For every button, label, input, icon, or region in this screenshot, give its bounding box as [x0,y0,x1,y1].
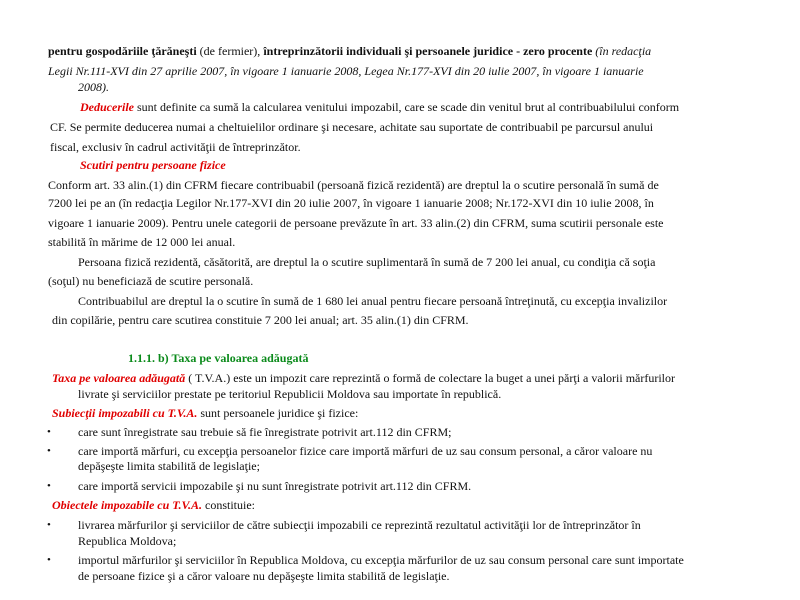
scutiri-p1-line-2: 7200 lei pe an (în redacţia Legilor Nr.177-XVI din 20 iulie 2007, în vigoare 1 ianuarie 2008; Nr.172-XVI din 10 iulie 2008, în [48,196,654,210]
bullet-icon: • [47,554,51,566]
tva-section-heading: 1.1.1. b) Taxa pe valoarea adăugată [128,351,309,365]
tva-def-line-2: livrate şi serviciilor prestate pe teritoriul Republicii Moldova sau importate în republică. [78,387,502,401]
tva-subjects-text: sunt persoanele juridice şi fizice: [197,406,359,420]
intro-text-1: (de fermier), [196,44,264,58]
deduceri-line-3: fiscal, exclusiv în cadrul activităţii de întreprinzător. [50,140,301,154]
scutiri-p1-line-4: stabilită în mărime de 12 000 lei anual. [48,235,236,249]
scutiri-p3-line-1: Contribuabilul are dreptul la o scutire în sumă de 1 680 lei anual pentru fiecare persoană întreţinută, cu excepţia invalizilor [78,294,668,308]
deduceri-term: Deducerile [80,100,134,114]
intro-line-2: Legii Nr.111-XVI din 27 aprilie 2007, în vigoare 1 ianuarie 2008, Legea Nr.177-XVI din 20 iulie 2007, în vigoare 1 ianuarie [48,64,644,78]
deduceri-line-1 [80,100,679,114]
objects-item-2-line-1: importul mărfurilor şi serviciilor în Republica Moldova, cu excepţia mărfurilor de uz sau consum personal care sunt importate [78,553,684,567]
subjects-item-2-line-2: depăşeşte limita stabilită de legislaţie; [78,459,260,473]
tva-subjects-intro [52,406,358,420]
tva-def-text-1: ( T.V.A.) este un impozit care reprezintă o formă de colectare la buget a unei părţi a valorii mărfurilor [185,371,676,385]
objects-item-1-line-1: livrarea mărfurilor şi serviciilor de către subiecţii impozabili ce reprezintă rezultatul activităţii lor de întreprinzător în [78,518,641,532]
intro-italic-1: (în redacţia [592,44,652,58]
objects-item-2-line-2: de persoane fizice şi a căror valoare nu depăşeşte limita stabilită de legislaţie. [78,569,450,583]
tva-def-line-1 [52,371,675,385]
intro-line-1 [48,44,651,58]
scutiri-p1-line-1: Conform art. 33 alin.(1) din CFRM fiecare contribuabil (persoană fizică rezidentă) are dreptul la o scutire personală în sumă de [48,178,659,192]
tva-objects-intro [52,498,255,512]
tva-objects-text: constituie: [202,498,255,512]
tva-objects-term: Obiectele impozabile cu T.V.A. [52,498,202,512]
tva-def-term: Taxa pe valoarea adăugată [52,371,186,385]
scutiri-p2-line-1: Persoana fizică rezidentă, căsătorită, are dreptul la o scutire suplimentară în sumă de 7 200 lei anual, cu condiţia că soţia [78,255,656,269]
scutiri-p3-line-2: din copilărie, pentru care scutirea constituie 7 200 lei anual; art. 35 alin.(1) din CFRM. [52,313,469,327]
objects-item-1-line-2: Republica Moldova; [78,534,177,548]
scutiri-heading: Scutiri pentru persoane fizice [80,158,226,172]
subjects-item-2-line-1: care importă mărfuri, cu excepţia persoanelor fizice care importă mărfuri de uz sau consum personal, a căror valoare nu [78,444,653,458]
bullet-icon: • [47,426,51,438]
scutiri-p1-line-3: vigoare 1 ianuarie 2009). Pentru unele categorii de persoane prevăzute în art. 33 alin.(2) din CFRM, suma scutirii personale este [48,216,664,230]
scutiri-p2-line-2: (soţul) nu beneficiază de scutire personală. [48,274,254,288]
intro-bold-2: întreprinzătorii individuali şi persoanele juridice - zero procente [263,44,593,58]
deduceri-line-2: CF. Se permite deducerea numai a cheltuielilor ordinare şi necesare, achitate sau suportate de contribuabil pe parcursul anului [50,120,654,134]
bullet-icon: • [47,445,51,457]
subjects-item-1-line-1: care sunt înregistrate sau trebuie să fie înregistrate potrivit art.112 din CFRM; [78,425,452,439]
bullet-icon: • [47,519,51,531]
deduceri-text-1: sunt definite ca sumă la calcularea venitului impozabil, care se scade din venitul brut al contribuabilului conform [133,100,680,114]
intro-line-3: 2008). [78,80,109,94]
bullet-icon: • [47,480,51,492]
intro-bold-1: pentru gospodăriile ţărăneşti [48,44,197,58]
tva-subjects-term: Subiecţii impozabili cu T.V.A. [52,406,198,420]
subjects-item-3-line-1: care importă servicii impozabile şi nu sunt înregistrate potrivit art.112 din CFRM. [78,479,472,493]
